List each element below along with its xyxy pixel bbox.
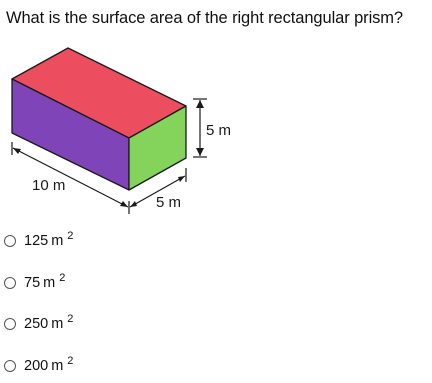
radio-button-4[interactable] [4, 360, 16, 372]
answer-option-4[interactable] [4, 355, 73, 377]
height-dimension [193, 99, 207, 157]
answer-option-1-label: 125 m $^2$ [24, 230, 74, 249]
answer-option-2-label: 75 m $^2$ [24, 272, 66, 291]
radio-button-1[interactable] [4, 235, 16, 247]
answer-option-4-label: 200 m $^2$ [24, 355, 74, 374]
length-label: 10 m [32, 177, 66, 194]
radio-button-3[interactable] [4, 318, 16, 330]
answer-option-3[interactable] [4, 313, 73, 335]
answer-option-1[interactable] [4, 230, 73, 252]
answer-option-2[interactable] [4, 272, 65, 294]
answer-option-3-label: 250 m $^2$ [24, 313, 74, 332]
width-label: 5 m [156, 194, 182, 211]
question-text: What is the surface area of the right rectangular prism? [6, 9, 404, 27]
radio-button-2[interactable] [4, 277, 16, 289]
height-label: 5 m [206, 122, 232, 139]
